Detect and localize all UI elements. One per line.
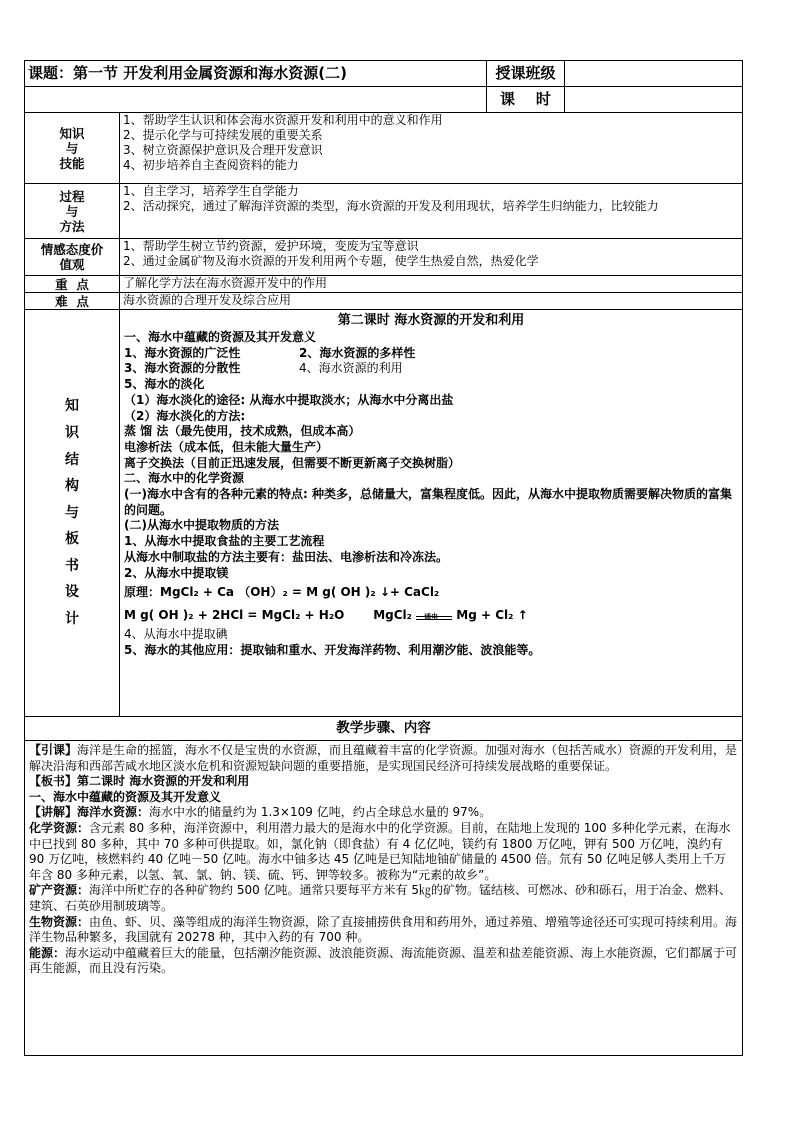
class-value[interactable] [565,61,743,87]
board-method-3: 离子交换法（目前正迅速发展，但需要不断更新离子交换树脂） [124,455,461,470]
steps-board: 【板书】第二课时 海水资源的开发和利用 [29,774,250,789]
board-method-1: 蒸 馏 法（最先使用，技术成熟，但成本高） [124,424,361,439]
board-items-row-1: 1、海水资源的广泛性 2、海水资源的多样性 [124,345,416,360]
steps-board-sub: 一、海水中蕴藏的资源及其开发意义 [29,789,222,804]
board-section-2-1: (一)海水中含有的各种元素的特点: 种类多，总储量大，富集程度低。因此，从海水中提取物质需要解决物质的富集的问题。 [124,487,732,517]
board-desalination: 5、海水的淡化 [124,377,205,392]
board-salt-methods: 从海水中制取盐的方法主要有：盐田法、电渗析法和冷冻法。 [124,549,449,564]
objective-emotion-label: 情感态度价 值观 [25,239,120,276]
steps-content [25,741,743,1056]
board-equation-3-left: MgCl₂ [373,608,412,623]
objective-process-content: 1、自主学习，培养学生自学能力 2、活动探究，通过了解海洋资源的类型，海水资源的开发及利用现状，培养学生归纳能力，比较能力 [120,184,743,239]
board-equation-3-right: Mg + Cl₂ ↑ [456,608,528,623]
objective-emotion-content: 1、帮助学生树立节约资源，爱护环境，变废为宝等意识 2、通过金属矿物及海水资源的开发利用两个专题，使学生热爱自然，热爱化学 [120,239,743,276]
difficult-point-label: 难 点 [25,293,120,310]
lesson-plan-table [24,60,743,1056]
board-iodine: 4、从海水中提取碘 [124,627,228,642]
objective-process-label: 过程 与 方法 [25,184,120,239]
board-other-uses: 5、海水的其他应用：提取铀和重水、开发海洋药物、利用潮汐能、波浪能等。 [124,642,541,657]
period-value[interactable] [565,87,743,113]
difficult-point-text: 海水资源的合理开发及综合应用 [120,293,743,310]
board-equation-row [124,603,738,627]
board-desal-method: （2）海水淡化的方法: [124,408,246,423]
objective-knowledge-label: 知识 与 技能 [25,113,120,184]
board-section-2: 二、海水中的化学资源 [124,471,245,486]
board-equation-2: M g( OH )₂ + 2HCl = MgCl₂ + H₂O [124,608,345,623]
board-design-content [120,310,743,717]
steps-title: 教学步骤、内容 [25,717,743,741]
board-desal-way: （1）海水淡化的途径: 从海水中提取淡水；从海水中分离出盐 [124,392,454,407]
steps-chem: 化学资源：含元素 80 多种，海洋资源中，利用潜力最大的是海水中的化学资源。目前，在陆地上发现的 100 多种化学元素，在海水中已找到 80 多种，其中 70 多种可供提取。如，氯化钠（即食盐）有 4 亿亿吨，镁约有 1800 万亿吨，钾有 500 万亿吨，溴约有 90 万亿吨，核燃料约 40 亿吨－50 亿吨。海水中铀多达 45 亿吨是已知陆地铀矿储量的 4500 倍。氘有 50 亿吨足够人类用上千万年含 80 多种元素，以氢、氧、氯、钠、镁、硫、钙、钾等较多。被称为“元素的故乡”。 [29,820,731,882]
board-side-label: 知 识 结 构 与 板 书 设 计 [25,310,120,717]
steps-bio: 生物资源：由鱼、虾、贝、藻等组成的海洋生物资源，除了直接捕捞供食用和药用外，通过养殖、增殖等途径还可实现可持续利用。海洋生物品种繁多，我国就有 20278 种，其中入药的有 700 种。 [29,914,738,945]
board-equation-1: 原理：MgCl₂ + Ca （OH）₂ = M g( OH )₂ ↓+ CaCl₂ [124,585,440,600]
board-items-row-2: 3、海水资源的分散性 4、海水资源的利用 [124,361,403,376]
board-section-2-2: (二)从海水中提取物质的方法 [124,518,279,533]
electrolysis-arrow: 通电 [416,611,452,621]
steps-intro: 【引课】海洋是生命的摇篮，海水不仅是宝贵的水资源，而且蕴藏着丰富的化学资源。加强对海水（包括苦咸水）资源的开发利用，是解决沿海和西部苦咸水地区淡水危机和资源短缺问题的重要措施，是实现国民经济可持续发展战略的重要保证。 [29,743,738,773]
board-salt-process: 1、从海水中提取食盐的主要工艺流程 [124,534,325,549]
period-label: 课 时 [487,87,565,113]
board-method-2: 电渗析法（成本低，但未能大量生产） [124,439,329,454]
board-section-1: 一、海水中蕴藏的资源及其开发意义 [124,330,317,344]
lesson-title: 课题：第一节 开发利用金属资源和海水资源(二) [25,61,487,87]
objective-knowledge-content: 1、帮助学生认识和体会海水资源开发和利用中的意义和作用 2、提示化学与可持续发展的重要关系 3、树立资源保护意识及合理开发意识 4、初步培养自主查阅资料的能力 [120,113,743,184]
class-label: 授课班级 [487,61,565,87]
key-point-text: 了解化学方法在海水资源开发中的作用 [120,276,743,293]
key-point-label: 重 点 [25,276,120,293]
lesson-title-blank [25,87,487,113]
board-title: 第二课时 海水资源的开发和利用 [337,313,525,328]
steps-energy: 能源：海水运动中蕴藏着巨大的能量，包括潮汐能资源、波浪能资源、海流能资源、温差和盐差能资源、海上水能资源，它们都属于可再生能源，而且没有污染。 [29,945,738,976]
steps-explain: 【讲解】海洋水资源：海水中水的储量约为 1.3×109 亿吨，约占全球总水量的 97%。 [29,805,492,820]
steps-mineral: 矿产资源：海洋中所贮存的各种矿物约 500 亿吨。通常只要每平方米有 5㎏的矿物。锰结核、可燃冰、砂和砾石，用于冶金、燃料、建筑、石英砂用制玻璃等。 [29,883,732,913]
board-magnesium: 2、从海水中提取镁 [124,565,229,580]
